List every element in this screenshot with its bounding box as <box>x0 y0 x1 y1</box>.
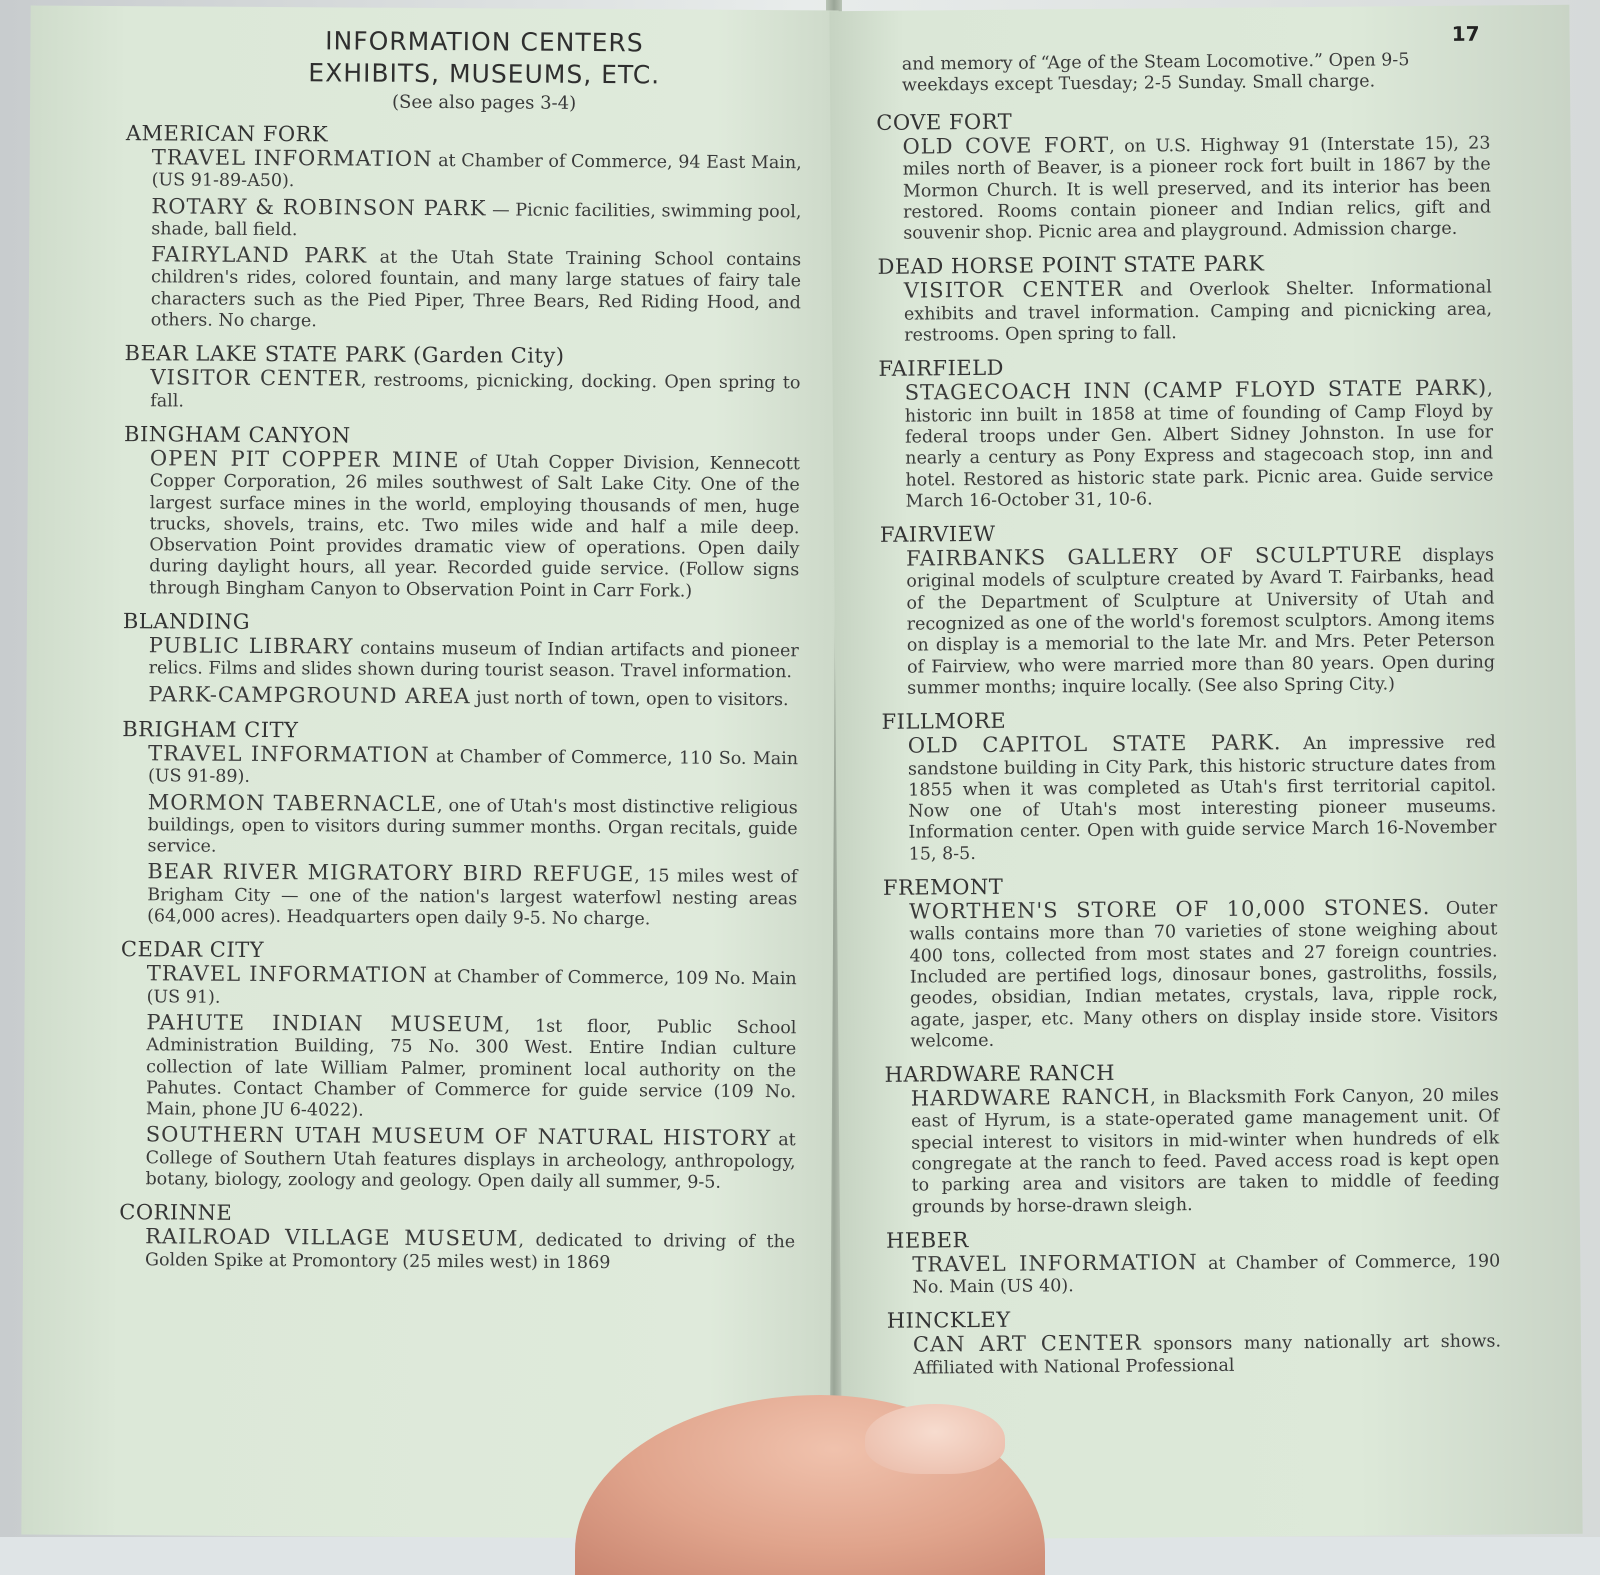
listing-entry <box>152 147 802 196</box>
town-heading: FAIRVIEW <box>879 521 996 547</box>
listing-text: , restrooms, picnicking, docking. Open spring to fall. <box>150 370 801 412</box>
listing-text: at College of Southern Utah features displays in archeology, anthropology, botany, biology, zoology and geology. Open daily all summer, 9-5. <box>145 1130 796 1193</box>
listing-title: HARDWARE RANCH <box>910 1084 1151 1111</box>
listing-entry <box>149 635 799 684</box>
town-heading: HINCKLEY <box>886 1308 1011 1334</box>
town-heading: BINGHAM CANYON <box>123 422 351 448</box>
listing-entry <box>906 544 1495 700</box>
listing-text: , one of Utah's most distinctive religious buildings, open to visitors during summer months. Organ recitals, guide service. <box>147 795 798 857</box>
town-heading: FAIRFIELD <box>878 356 1005 382</box>
listing-entry <box>151 244 802 335</box>
left-sections <box>119 121 802 1275</box>
listing-entry <box>150 365 801 417</box>
listing-title: PUBLIC LIBRARY <box>148 633 354 659</box>
listing-text: , on U.S. Highway 91 (Interstate 15), 23 miles north of Beaver, is a pioneer rock fort built in 1867 by the Mormon Church. It is well preserved, and its interior has been restored. Rooms contain pioneer and Indian relics, gift and souvenir shop. Picnic area and playground. Admission charge. <box>902 133 1492 244</box>
town-heading: CEDAR CITY <box>120 937 265 963</box>
listing-entry <box>146 1012 797 1124</box>
listing-text: at Chamber of Commerce, 110 So. Main (US 91-89). <box>147 746 799 788</box>
listing-entry <box>902 131 1491 245</box>
listing-text: contains museum of Indian artifacts and pioneer relics. Films and slides shown during tourist season. Travel information. <box>148 638 799 683</box>
listing-text: An impressive red sandstone building in City Park, this historic structure dates from 1855 when it was completed as Utah's first territorial capitol. Now one of Utah's most interesting pioneer museums. Information center. Open with guide service March 16-November 15, 8-5. <box>907 732 1497 865</box>
listing-entry <box>144 1224 796 1276</box>
listing-entry <box>913 1330 1501 1380</box>
right-page <box>829 5 1582 1540</box>
listing-entry <box>151 193 802 245</box>
listing-title: RAILROAD VILLAGE MUSEUM <box>145 1224 519 1251</box>
listing-title: WORTHEN'S STORE OF 10,000 STONES. <box>909 895 1431 924</box>
listing-title: STAGECOACH INN (CAMP FLOYD STATE PARK) <box>904 375 1488 405</box>
listing-text: and Overlook Shelter. Informational exhibits and travel information. Camping and picnicking area, restrooms. Open spring to fall. <box>903 277 1493 346</box>
listing-text: of Utah Copper Division, Kennecott Copper Corporation, 26 miles southwest of Salt Lake City. One of the largest surface mines in the world, employing thousands of men, huge trucks, shovels, trains, etc. Two miles wide and half a mile deep. Observation Point provides dramatic view of operations. Open daily during daylight hours, all year. Recorded guide service. (Follow signs through Bingham Canyon to Observation Point in Carr Fork.) <box>149 452 800 602</box>
listing-text: at Chamber of Commerce, 109 No. Main (US 91). <box>146 967 797 1008</box>
listing-title: TRAVEL INFORMATION <box>146 961 428 988</box>
heading-line1: INFORMATION CENTERS <box>325 26 644 58</box>
town-heading: BEAR LAKE STATE PARK (Garden City) <box>124 341 565 369</box>
page-number: 17 <box>1451 21 1480 46</box>
town-heading: BRIGHAM CITY <box>122 717 299 743</box>
town-heading: HARDWARE RANCH <box>884 1060 1116 1087</box>
listing-title: TRAVEL INFORMATION <box>151 145 433 172</box>
listing-entry <box>148 681 798 711</box>
listing-text: , in Blacksmith Fork Canyon, 20 miles east of Hyrum, is a state-operated game management unit. Of special interest to visitors in mid-winter when hundreds of elk congregate at the ranch to feed. Paved access road is kept open to parking area and visitors are taken to middle of feeding grounds by horse-drawn sleigh. <box>910 1085 1500 1218</box>
right-sections <box>876 105 1501 1379</box>
listing-text: at Chamber of Commerce, 94 East Main, (US 91-89-A50). <box>151 151 802 192</box>
town-heading: BLANDING <box>122 609 251 634</box>
listing-title: FAIRYLAND PARK <box>151 242 368 268</box>
listing-text: — Picnic facilities, swimming pool, shade, ball field. <box>151 199 802 241</box>
town-heading: AMERICAN FORK <box>125 121 329 147</box>
listing-title: OLD COVE FORT <box>902 132 1110 159</box>
listing-entry <box>147 789 798 862</box>
left-page <box>21 6 838 1540</box>
listing-title: CAN ART CENTER <box>912 1331 1142 1358</box>
subheading: (See also pages 3-4) <box>391 91 577 114</box>
town-heading: HEBER <box>885 1227 969 1253</box>
thumbnail <box>865 1404 1005 1474</box>
listing-text: , 1st floor, Public School Administration Building, 75 No. 300 West. Entire Indian culture collection of late William Palmer, prominent local authority on the Pahutes. Contact Chamber of Commerce for guide service (109 No. Main, phone JU 6-4022). <box>145 1016 797 1121</box>
listing-entry <box>909 896 1498 1052</box>
listing-entry <box>146 961 797 1013</box>
listing-title: TRAVEL INFORMATION <box>912 1249 1198 1277</box>
listing-title: PAHUTE INDIAN MUSEUM <box>146 1010 505 1037</box>
listing-text: at Chamber of Commerce, 190 No. Main (US 40). <box>912 1251 1501 1298</box>
listing-title: VISITOR CENTER <box>903 277 1124 304</box>
listing-text: , historic inn built in 1858 at time of founding of Camp Floyd by federal troops under Gen. Albert Sidney Johnston. In use for nearly a century as Pony Express and stagecoach stop, inn and hotel. Restored as historic state park. Picnic area. Guide service March 16-October 31, 10-6. <box>904 379 1494 512</box>
listing-entry <box>912 1249 1500 1299</box>
listing-entry <box>148 743 798 792</box>
town-heading: DEAD HORSE POINT STATE PARK <box>877 251 1265 280</box>
listing-title: ROTARY & ROBINSON PARK <box>151 193 487 220</box>
heading-line2: EXHIBITS, MUSEUMS, ETC. <box>308 58 661 90</box>
listing-text: just north of town, open to visitors. <box>470 687 789 710</box>
listing-entry <box>147 859 798 932</box>
town-heading: FREMONT <box>882 874 1004 900</box>
listing-title: SOUTHERN UTAH MUSEUM OF NATURAL HISTORY <box>145 1122 772 1151</box>
listing-entry <box>904 276 1493 347</box>
continuation-text: and memory of “Age of the Steam Locomotive.” Open 9-5 weekdays except Tuesday; 2-5 Sunday. Small charge. <box>901 50 1410 96</box>
town-heading: CORINNE <box>119 1200 233 1226</box>
listing-title: MORMON TABERNACLE <box>147 789 438 816</box>
listing-title: OLD CAPITOL STATE PARK. <box>907 730 1282 758</box>
town-heading: COVE FORT <box>876 109 1013 135</box>
listing-title: FAIRBANKS GALLERY OF SCULPTURE <box>906 542 1404 571</box>
listing-entry <box>908 731 1497 866</box>
listing-title: OPEN PIT COPPER MINE <box>149 446 460 473</box>
listing-text: Outer walls contains more than 70 varieties of stone weighing about 400 tons, collected from most states and 27 foreign countries. Included are pertified logs, dinosaur bones, gastroliths, fossils, geodes, obsidian, Indian metates, crystals, lava, ripple rock, agate, jasper, etc. Many others on display inside store. Visitors welcome. <box>909 898 1499 1052</box>
town-heading: FILLMORE <box>881 708 1007 735</box>
listing-title: PARK-CAMPGROUND AREA <box>148 681 471 708</box>
listing-entry <box>904 375 1494 513</box>
listing-text: , 15 miles west of Brigham City — one of the nation's largest waterfowl nesting areas (64,000 acres). Headquarters open daily 9-5. No charge. <box>147 866 798 930</box>
listing-entry <box>911 1084 1500 1219</box>
listing-text: sponsors many nationally art shows. Affiliated with National Professional <box>913 1331 1502 1379</box>
listing-entry <box>149 448 800 603</box>
listing-text: displays original models of sculpture created by Avard T. Fairbanks, head of the Department of Sculpture at University of Utah and recognized as one of the world's foremost sculptors. Among items on display is a memorial to the late Mr. and Mrs. Peter Peterson of Fairview, who were married more than 80 years. Open during summer months; inquire locally. (See also Spring City.) <box>906 545 1496 699</box>
listing-title: VISITOR CENTER <box>150 365 362 391</box>
listing-title: TRAVEL INFORMATION <box>148 741 430 767</box>
listing-entry <box>145 1122 796 1195</box>
listing-text: , dedicated to driving of the Golden Spike at Promontory (25 miles west) in 1869 <box>144 1230 796 1273</box>
listing-title: BEAR RIVER MIGRATORY BIRD REFUGE <box>147 859 635 887</box>
listing-text: at the Utah State Training School contains children's rides, colored fountain, and many large statues of fairy tale characters such as the Pied Piper, Three Bears, Red Riding Hood, and others. No charge. <box>150 247 802 332</box>
